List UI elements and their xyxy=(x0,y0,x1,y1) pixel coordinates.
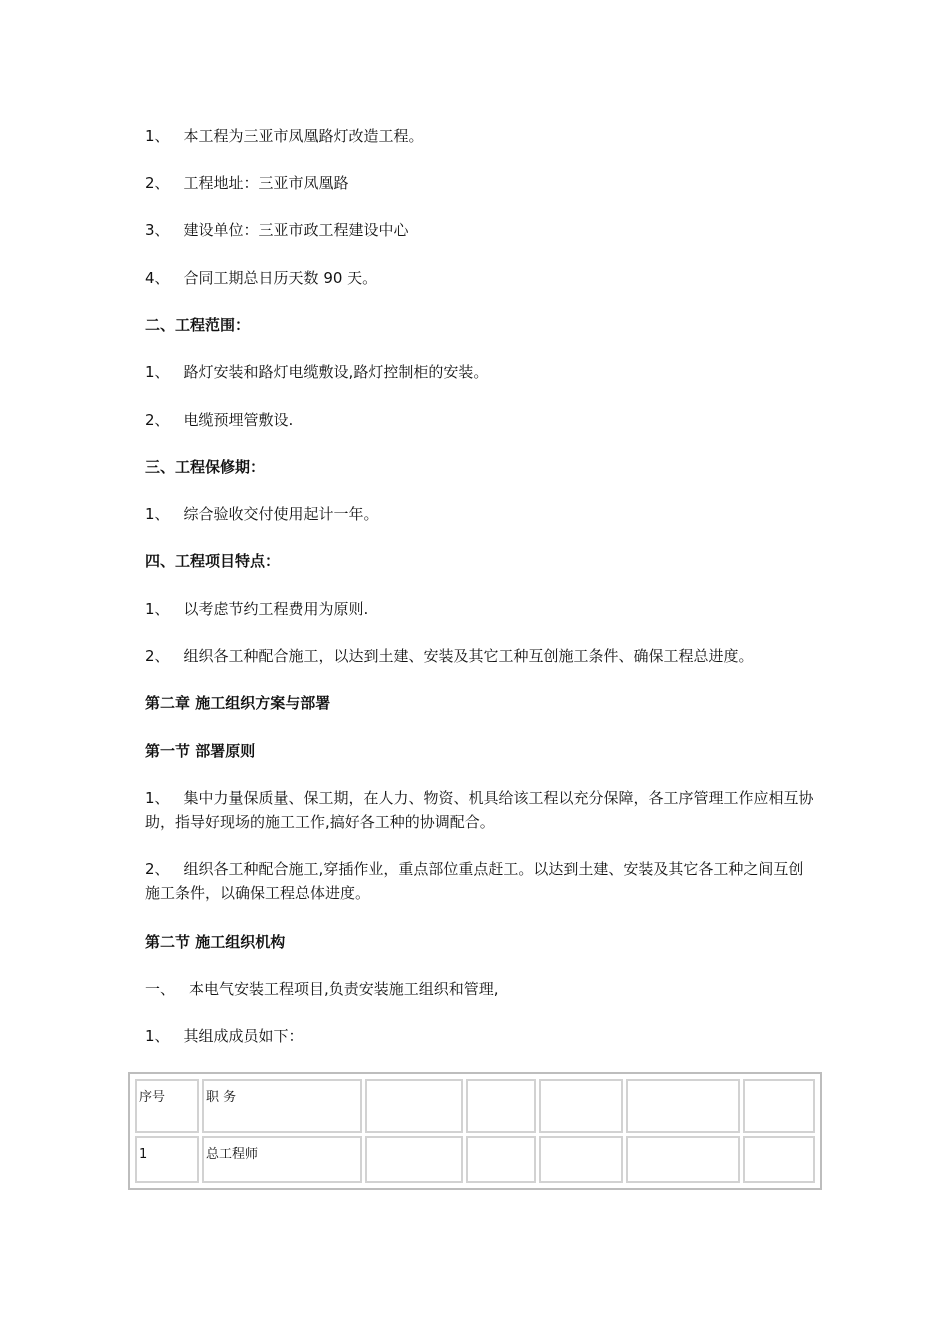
list-item xyxy=(145,408,293,432)
table-cell xyxy=(466,1136,536,1183)
table-cell xyxy=(743,1079,815,1133)
section-heading: 第一节 部署原则 xyxy=(145,742,256,760)
table-cell xyxy=(626,1136,740,1183)
table-row xyxy=(135,1079,815,1133)
list-item xyxy=(145,1024,304,1048)
item-number: 1、 xyxy=(145,505,170,523)
section-heading: 三、工程保修期： xyxy=(145,458,266,476)
item-number: 2、 xyxy=(145,174,170,192)
staff-table xyxy=(128,1072,822,1190)
item-number: 一、 xyxy=(145,980,176,998)
table-cell xyxy=(365,1136,463,1183)
paragraph-text: 组织各工种配合施工,穿插作业，重点部位重点赶工。以达到土建、安装及其它各工种之间互创施工条件，以确保工程总体进度。 xyxy=(145,860,804,902)
section-heading: 四、工程项目特点： xyxy=(145,552,281,570)
list-item xyxy=(145,218,409,242)
table-cell xyxy=(365,1079,463,1133)
table-cell xyxy=(743,1136,815,1183)
list-item xyxy=(145,644,754,668)
item-number: 1、 xyxy=(145,600,170,618)
table-cell xyxy=(539,1136,623,1183)
item-number: 3、 xyxy=(145,221,170,239)
item-number: 2、 xyxy=(145,411,170,429)
list-item xyxy=(145,124,424,148)
list-item xyxy=(145,266,377,290)
list-item xyxy=(145,502,379,526)
paragraph-text: 集中力量保质量、保工期，在人力、物资、机具给该工程以充分保障，各工序管理工作应相互协助，指导好现场的施工工作,搞好各工种的协调配合。 xyxy=(145,789,814,831)
table-cell: 总工程师 xyxy=(202,1136,362,1183)
item-text: 本工程为三亚市凤凰路灯改造工程。 xyxy=(183,127,424,145)
item-text: 以考虑节约工程费用为原则. xyxy=(183,600,369,618)
chapter-heading: 第二章 施工组织方案与部署 xyxy=(145,694,331,712)
item-text: 工程地址：三亚市凤凰路 xyxy=(183,174,349,192)
item-number: 1、 xyxy=(145,789,170,807)
item-text: 建设单位：三亚市政工程建设中心 xyxy=(183,221,409,239)
item-text: 组织各工种配合施工，以达到土建、安装及其它工种互创施工条件、确保工程总进度。 xyxy=(183,647,754,665)
table-cell: 1 xyxy=(135,1136,199,1183)
item-text: 合同工期总日历天数 90 天。 xyxy=(183,269,378,287)
table-row xyxy=(135,1136,815,1183)
list-item xyxy=(145,360,488,384)
paragraph xyxy=(145,786,815,834)
table-cell xyxy=(539,1079,623,1133)
table-cell xyxy=(466,1079,536,1133)
item-number: 1、 xyxy=(145,1027,170,1045)
item-number: 2、 xyxy=(145,647,170,665)
item-number: 4、 xyxy=(145,269,170,287)
item-text: 其组成成员如下： xyxy=(183,1027,304,1045)
paragraph xyxy=(145,857,815,905)
list-item xyxy=(145,597,368,621)
item-text: 电缆预埋管敷设. xyxy=(183,411,294,429)
item-number: 2、 xyxy=(145,860,170,878)
list-item xyxy=(145,171,349,195)
table-cell: 序号 xyxy=(135,1079,199,1133)
item-number: 1、 xyxy=(145,363,170,381)
section-heading: 二、工程范围： xyxy=(145,316,251,334)
item-text: 本电气安装工程项目,负责安装施工组织和管理, xyxy=(189,980,499,998)
table-cell xyxy=(626,1079,740,1133)
item-text: 综合验收交付使用起计一年。 xyxy=(183,505,379,523)
list-item xyxy=(145,977,499,1001)
table-cell: 职 务 xyxy=(202,1079,362,1133)
item-number: 1、 xyxy=(145,127,170,145)
section-heading: 第二节 施工组织机构 xyxy=(145,933,286,951)
item-text: 路灯安装和路灯电缆敷设,路灯控制柜的安装。 xyxy=(183,363,489,381)
